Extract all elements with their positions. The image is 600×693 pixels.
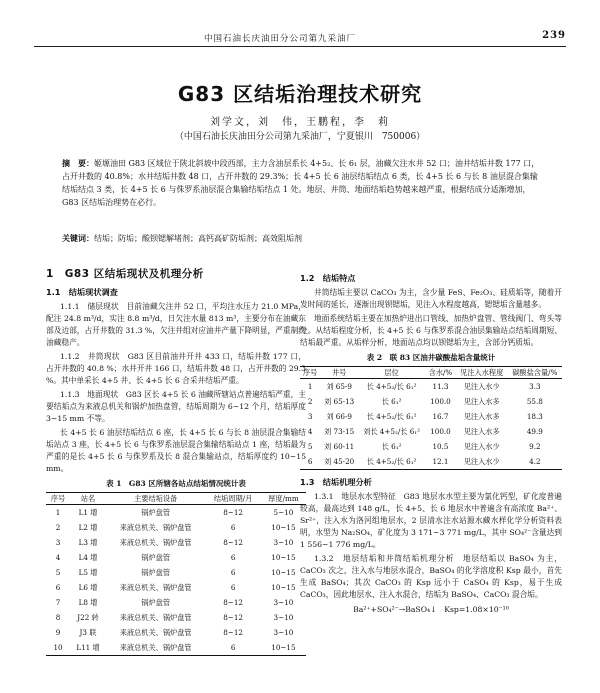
table-2-cell: 18.3 <box>526 411 543 421</box>
table-2-row <box>300 424 562 439</box>
running-header <box>34 30 566 47</box>
table-1-cell: 10 <box>53 642 63 652</box>
table-1-row <box>46 610 306 625</box>
table-2-row <box>300 409 562 424</box>
table-1-header-cell: 站名 <box>80 494 96 503</box>
table-1-cell: 8~12 <box>223 537 243 547</box>
abstract <box>62 157 540 209</box>
table-1-cell: 10~15 <box>271 642 296 652</box>
table-1-cell: 来液总机关、锅炉盘管 <box>119 612 192 622</box>
table-1-cell: 锅炉盘管 <box>141 567 171 577</box>
table-2-cell: 刘 65-9 <box>326 381 352 391</box>
table-1-cell: 7 <box>55 597 61 607</box>
table-1-cell: 8~12 <box>223 507 243 517</box>
table-1-cell: 9 <box>55 627 61 637</box>
table-1-cell: 8 <box>55 612 61 622</box>
table-1-header-cell: 主要结垢设备 <box>134 494 178 503</box>
table-1-cell: 来液总机关、锅炉盘管 <box>119 537 192 547</box>
abstract-text: 姬塬油田 G83 区域位于陕北斜坡中段西部，主力含油层系长 4+5₂、长 6₁ 层，油藏欠注水井 52 口；油井结垢井数 177 口，占开井数的 40.8%；水井结垢井数 48 口，占开井数的 29.3%；长 4+5 长 6 油层结垢结点 6 类，长 4+5 长 6 与长 8 油层混合集输结垢结点 3 类，长 4+5 长 6 与侏罗系油层混合集输结垢结点 1 处。地层、井筒、地面结垢趋势越来越严重，根据结成分适渐增加，G83 区结垢治理势在必行。 <box>62 159 540 207</box>
table-2-body <box>300 379 562 470</box>
table-2-cell: 刘 60-11 <box>324 441 355 451</box>
table-1-header-cell: 序号 <box>50 494 66 503</box>
paragraph-1-3-1: 1.3.1 地层水水型特征 G83 地层水水型主要为氯化钙型，矿化度普遍较高，最高达到 148 g/L，长 4+5、长 6 地层水中普遍含有高浓度 Ba²⁺、Sr²⁺，注入水为洛河组地层水，2 层清水注水站源水藏水样化学分析资料表明，水型为 Na₂SO₄，矿化度为 3 171~3 771 mg/L，其中 SO₄²⁻含量达到 1 556~1 776 mg/L。 <box>300 492 562 549</box>
paragraph-1-1-2: 1.1.2 井筒现状 G83 区目前油井开井 433 口，结垢井数 177 口，占开井数的 40.8 %；水井开井 166 口，结垢井数 48 口，占开井数的 29.3 %。其中单采长 4+5 井、长 4+5 长 6 合采井结垢严重。 <box>46 352 306 385</box>
table-2-cell: 9.2 <box>529 441 541 451</box>
journal-name: 中国石油长庆油田分公司第九采油厂 <box>204 34 357 44</box>
table-2-row <box>300 394 562 409</box>
table-2-header-cell: 见注入水程度 <box>460 368 504 377</box>
table-2-cell: 见注入水少 <box>463 456 500 466</box>
table-1-cell: 3~10 <box>273 597 294 607</box>
table-1-cell: 5~10 <box>273 507 294 517</box>
table-2-cell: 见注入水多 <box>463 396 500 406</box>
table-1-cell: 6 <box>230 552 236 562</box>
table-1-row <box>46 505 306 521</box>
table-1-cell: L1 增 <box>78 507 98 517</box>
table-2-cell: 16.7 <box>432 411 449 421</box>
table-2-cell: 3 <box>307 411 313 421</box>
table-1-cell: L11 增 <box>76 642 100 652</box>
table-1-row <box>46 580 306 595</box>
table-1-cell: J22 转 <box>77 612 99 622</box>
table-2-cell: 1 <box>307 381 313 391</box>
author-list: 刘学文，刘 伟，王鹏程，李 莉 <box>210 117 390 128</box>
table-2-header-cell: 序号 <box>302 368 318 377</box>
table-2-header-cell: 含水/% <box>428 368 453 377</box>
table-2-cell: 2 <box>307 396 313 406</box>
table-2-cell: 11.3 <box>432 381 449 391</box>
table-2-caption: 表 2 联 83 区油井碳酸盐垢含量统计 <box>366 353 496 362</box>
affiliation: （中国石油长庆油田分公司第九采油厂，宁夏银川 750006） <box>174 132 426 142</box>
table-1-row <box>46 565 306 580</box>
keywords <box>62 232 540 245</box>
table-1-cell: J3 联 <box>79 627 97 637</box>
table-2-cell: 49.9 <box>526 426 543 436</box>
table-2-cell: 5 <box>307 441 313 451</box>
table-2-cell: 刘 73-15 <box>324 426 355 436</box>
table-2-cell: 4.2 <box>529 456 541 466</box>
section-heading-1: 1 G83 区结垢现状及机理分析 <box>46 268 204 280</box>
subsection-heading-1-2: 1.2 结垢特点 <box>300 273 356 283</box>
subsection-heading-1-1: 1.1 结垢现状调查 <box>46 287 118 297</box>
table-2-cell: 长 4+5₂/长 6₁² <box>366 411 417 421</box>
table-1-cell: 来液总机关、锅炉盘管 <box>119 522 192 532</box>
table-1-cell: 6 <box>230 582 236 592</box>
table-2-header-cell: 井号 <box>331 368 347 377</box>
table-2-header-cell: 层位 <box>384 368 399 377</box>
table-1-cell: 8~12 <box>223 612 243 622</box>
table-2-cell: 100.0 <box>430 426 451 436</box>
table-1-cell: 3 <box>55 537 61 547</box>
table-2-cell: 100.0 <box>430 396 451 406</box>
table-1-cell: 8~12 <box>223 627 243 637</box>
table-1-row <box>46 535 306 550</box>
table-2-row <box>300 439 562 454</box>
table-1-cell: 3~10 <box>273 537 294 547</box>
table-2-cell: 4 <box>307 426 313 436</box>
table-1-caption: 表 1 G83 区所辖各站点结垢情况统计表 <box>106 479 246 488</box>
table-2-row <box>300 454 562 470</box>
keywords-label: 关键词： <box>62 233 94 243</box>
subsection-heading-1-3: 1.3 结垢机理分析 <box>300 477 372 487</box>
table-1-cell: 6 <box>55 582 61 592</box>
right-column <box>300 268 562 616</box>
table-1-header-row <box>46 493 306 505</box>
table-2-cell: 12.1 <box>432 456 449 466</box>
table-1-cell: 4 <box>55 552 61 562</box>
table-1-cell: 10~15 <box>271 567 296 577</box>
article-title: G83 区结垢治理技术研究 <box>177 82 423 106</box>
table-2-cell: 刘 45-20 <box>324 456 355 466</box>
table-1-cell: 锅炉盘管 <box>141 507 171 517</box>
table-2-row <box>300 379 562 395</box>
table-2-cell: 刘 65-13 <box>324 396 355 406</box>
table-2-cell: 长 4+5₂/长 6₁² <box>366 456 417 466</box>
table-1-cell: 1 <box>55 507 61 517</box>
table-1-cell: 来液总机关、锅炉盘管 <box>119 582 192 592</box>
table-1-cell: 锅炉盘管 <box>141 552 171 562</box>
table-1-cell: L4 增 <box>78 552 98 562</box>
table-1-cell: L5 增 <box>78 567 98 577</box>
abstract-label: 摘 要： <box>62 158 94 168</box>
table-2-cell: 刘 66-9 <box>326 411 352 421</box>
table-1 <box>46 492 306 656</box>
table-1-cell: 2 <box>55 522 61 532</box>
table-2-header-cell: 碳酸盐含量/% <box>512 368 558 377</box>
page-number: 239 <box>542 30 566 41</box>
table-2-header-row <box>300 367 562 379</box>
table-1-cell: 10~15 <box>271 552 296 562</box>
table-2-cell: 长 4+5₂/长 6₁² <box>366 381 417 391</box>
table-1-cell: L3 增 <box>78 537 98 547</box>
table-1-cell: 6 <box>230 567 236 577</box>
table-2-cell: 10.5 <box>432 441 449 451</box>
table-2-cell: 见注入水少 <box>463 441 500 451</box>
table-2-cell: 55.8 <box>526 396 543 406</box>
table-1-cell: 3~10 <box>273 627 294 637</box>
table-1-cell: 6 <box>230 642 236 652</box>
table-1-cell: L6 增 <box>78 582 98 592</box>
table-1-body <box>46 505 306 656</box>
table-1-row <box>46 625 306 640</box>
table-1-cell: 3~10 <box>273 612 294 622</box>
table-1-row <box>46 520 306 535</box>
table-1-cell: 锅炉盘管 <box>141 597 171 607</box>
table-1-cell: L8 增 <box>78 597 98 607</box>
table-1-cell: 来液总机关、锅炉盘管 <box>119 642 192 652</box>
table-2-cell: 长 6₁² <box>381 396 402 406</box>
formula: Ba²⁺+SO₄²⁻→BaSO₄↓ Ksp=1.08×10⁻¹⁰ <box>353 605 509 614</box>
table-1-row <box>46 595 306 610</box>
paragraph-1-1-3: 1.1.3 地面现状 G83 区长 4+5 长 6 油藏所辖站点普遍结垢严重，主要结垢点为来液总机关和锅炉加热盘管，结垢周期为 6~12 个月，结垢厚度 3~15 mm 不等。 <box>46 390 306 423</box>
table-2-cell: 见注入水少 <box>463 381 500 391</box>
table-2-cell: 3.3 <box>529 381 541 391</box>
keywords-text: 结垢；防垢；酸钡锶解堵剂；高钙高矿防垢剂；高效阻垢剂 <box>94 234 302 243</box>
table-2 <box>300 366 562 470</box>
left-column <box>46 268 306 656</box>
table-1-cell: 8~12 <box>223 597 243 607</box>
paragraph-1-1-3-cont: 长 4+5 长 6 油层结垢结点 6 座，长 4+5 长 6 与长 8 油层混合集输结垢站点 3 座，长 4+5 长 6 与侏罗系油层混合集输结垢站点 1 座，结垢最为严重的是长 4+5 长 6 与侏罗系及长 8 混合集输站点，结垢厚度约 10~15 mm。 <box>46 428 306 473</box>
table-1-cell: 10~15 <box>271 582 296 592</box>
table-2-cell: 见注入水多 <box>463 411 500 421</box>
paragraph-1-3-2: 1.3.2 地层结垢和井筒结垢机理分析 地层结垢以 BaSO₄ 为主，CaCO₃ 次之，注入水与地层水混合，BaSO₄ 的化学溶度积 Ksp 最小，首先生成 BaSO₄；其次 CaCO₃ 的 Ksp 远小于 CaSO₄ 的 Ksp，易于生成 CaCO₃，因此地层水、注入水混合，结垢为 BaSO₄、CaCO₃ 混合垢。 <box>300 554 562 599</box>
table-1-header-cell: 厚度/mm <box>268 494 299 503</box>
table-1-cell: 6 <box>230 522 236 532</box>
table-2-cell: 6 <box>307 456 313 466</box>
table-2-cell: 见注入水多 <box>463 426 500 436</box>
paragraph-1-2-a: 井筒结垢主要以 CaCO₃ 为主，含少量 FeS、Fe₂O₃、硅质垢等，随着开发时间的延长，逐渐出现钡锶垢，见注入水程度越高，锶锶垢含量越多。 <box>300 288 562 309</box>
table-2-cell: 长 6₁² <box>381 441 402 451</box>
table-1-cell: 来液总机关、锅炉盘管 <box>119 627 192 637</box>
table-1-header-cell: 结垢周期/月 <box>213 494 253 503</box>
paragraph-1-1-1: 1.1.1 储层现状 目前油藏欠注井 52 口，平均注水压力 21.0 MPa，配注 24.8 m³/d，实注 8.8 m³/d，日欠注水量 813 m³，主要分布在油藏东部及边部，占开井数的 31.3 %，欠注井组对应油井产量下降明显，严重制约油藏稳产。 <box>46 302 306 347</box>
table-1-cell: L2 增 <box>78 522 98 532</box>
table-2-cell: 刘长 4+5₂/长 6₁² <box>363 426 421 436</box>
table-1-row <box>46 550 306 565</box>
paragraph-1-2-b: 地面系统结垢主要在加热炉进出口管线、加热炉盘管、管线阀门、弯头等处。从结垢程度分析，长 4+5 长 6 与侏罗系混合油层集输站点结垢周期短、结垢最严重。从垢样分析，地面站点均以钡锶垢为主，含部分钙质垢。 <box>300 314 562 347</box>
table-1-cell: 5 <box>55 567 61 577</box>
table-1-cell: 10~15 <box>271 522 296 532</box>
table-1-row <box>46 640 306 656</box>
